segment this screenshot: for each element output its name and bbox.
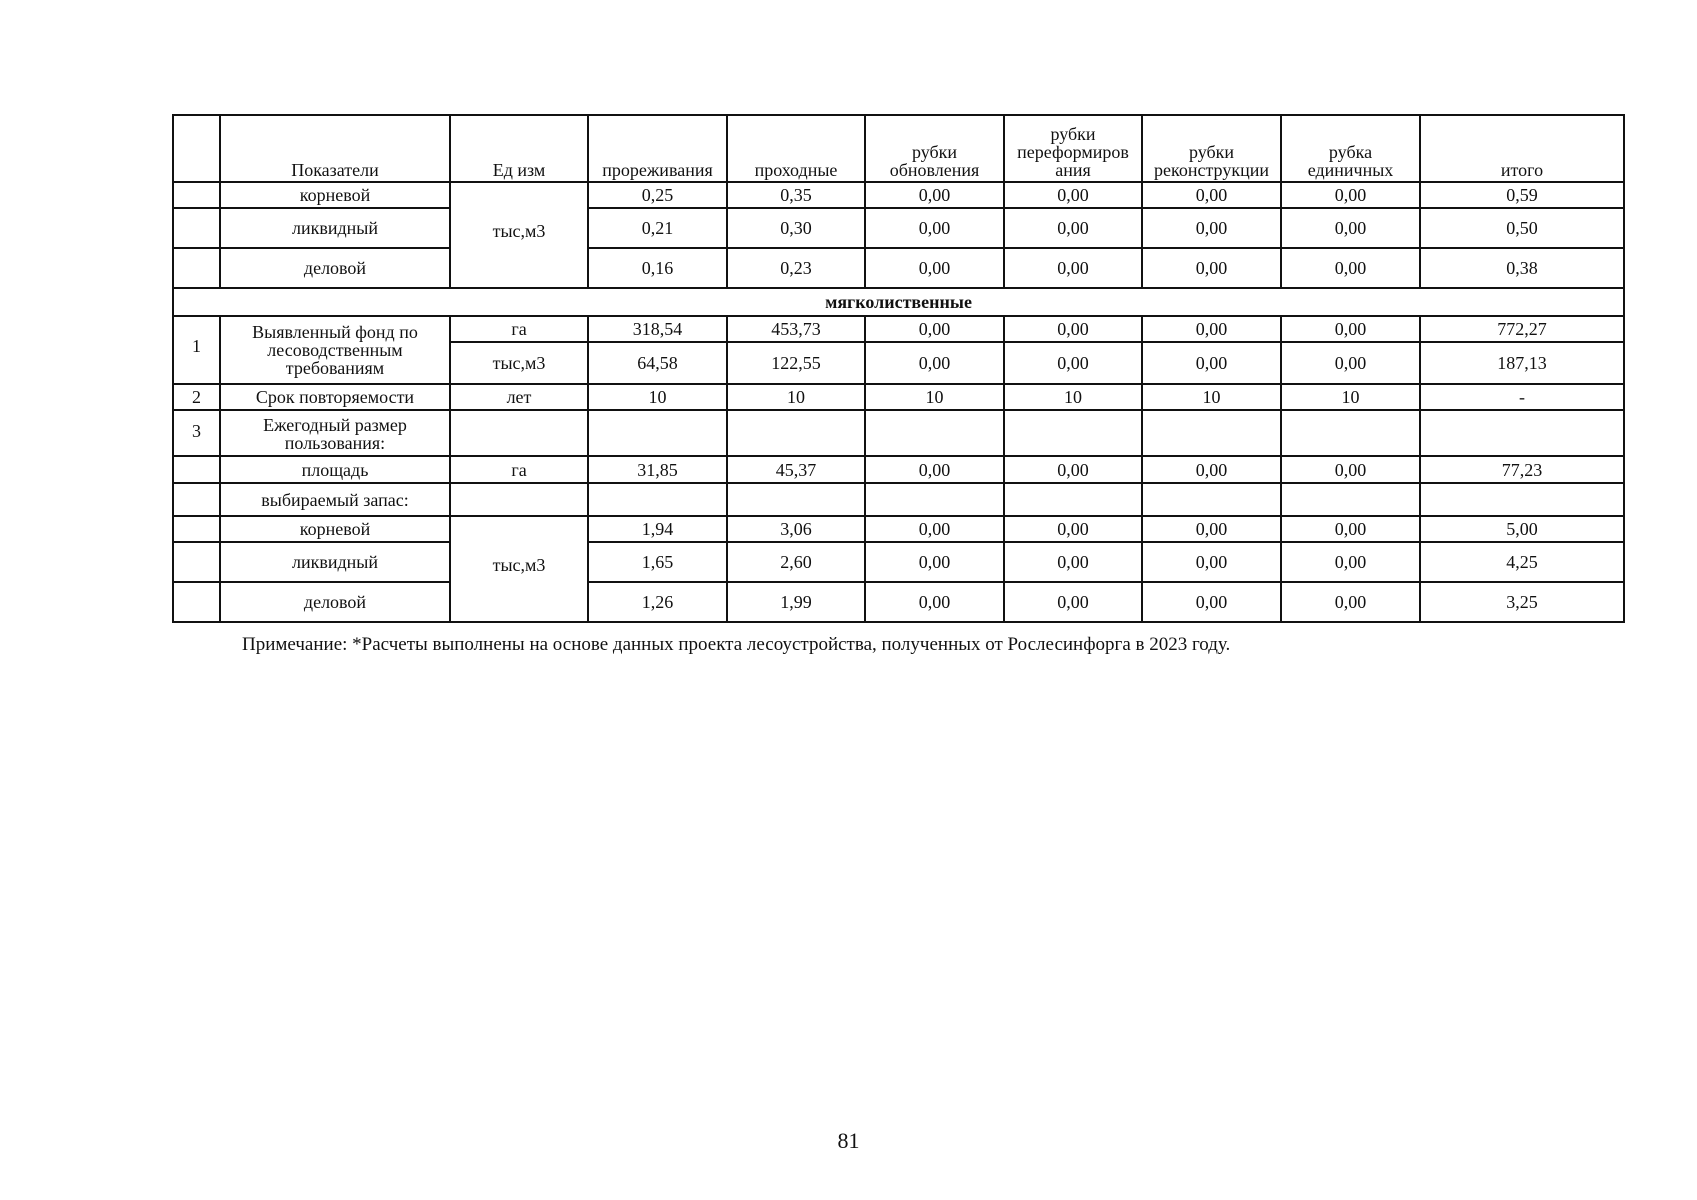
row-label: Выявленный фонд по лесоводственным требованиям bbox=[220, 316, 450, 384]
value-cell: 0,00 bbox=[1004, 516, 1142, 542]
row-label: корневой bbox=[220, 182, 450, 208]
section-row bbox=[173, 288, 1624, 316]
row-label: деловой bbox=[220, 582, 450, 622]
value-cell: 0,00 bbox=[1004, 182, 1142, 208]
value-cell: 45,37 bbox=[727, 456, 865, 483]
unit-cell: тыс,м3 bbox=[450, 516, 588, 622]
value-cell: 0,00 bbox=[1281, 342, 1420, 384]
value-cell: 0,35 bbox=[727, 182, 865, 208]
value-cell: 0,00 bbox=[1281, 316, 1420, 342]
value-cell: 1,94 bbox=[588, 516, 727, 542]
unit-cell: лет bbox=[450, 384, 588, 410]
value-cell: 0,21 bbox=[588, 208, 727, 248]
cutting-table bbox=[172, 114, 1625, 623]
value-cell: 0,00 bbox=[865, 516, 1004, 542]
value-cell: 1,26 bbox=[588, 582, 727, 622]
row-label: ликвидный bbox=[220, 208, 450, 248]
table-row bbox=[173, 208, 1624, 248]
value-cell: 0,00 bbox=[865, 182, 1004, 208]
value-cell: 0,00 bbox=[865, 542, 1004, 582]
table-row bbox=[173, 582, 1624, 622]
value-cell: 0,00 bbox=[1281, 456, 1420, 483]
value-cell: 0,00 bbox=[1281, 516, 1420, 542]
row-label: корневой bbox=[220, 516, 450, 542]
value-cell: 0,00 bbox=[1004, 316, 1142, 342]
value-cell: 0,00 bbox=[865, 248, 1004, 288]
row-label: выбираемый запас: bbox=[220, 483, 450, 516]
value-cell: 0,50 bbox=[1420, 208, 1624, 248]
table-row bbox=[173, 410, 1624, 456]
header-reconstruction: рубки реконструкции bbox=[1142, 115, 1281, 182]
value-cell: 0,00 bbox=[865, 456, 1004, 483]
table-row bbox=[173, 384, 1624, 410]
table-row bbox=[173, 248, 1624, 288]
value-cell: 10 bbox=[588, 384, 727, 410]
header-renewal: рубки обновления bbox=[865, 115, 1004, 182]
unit-cell: га bbox=[450, 316, 588, 342]
value-cell: 10 bbox=[865, 384, 1004, 410]
value-cell: 0,00 bbox=[1142, 248, 1281, 288]
value-cell: 3,06 bbox=[727, 516, 865, 542]
value-cell: 2,60 bbox=[727, 542, 865, 582]
value-cell: 0,00 bbox=[1281, 182, 1420, 208]
value-cell: 10 bbox=[727, 384, 865, 410]
value-cell: 1,99 bbox=[727, 582, 865, 622]
value-cell: 0,00 bbox=[1142, 182, 1281, 208]
value-cell: 1,65 bbox=[588, 542, 727, 582]
value-cell: 0,59 bbox=[1420, 182, 1624, 208]
row-label: Срок повторяемости bbox=[220, 384, 450, 410]
value-cell: 0,00 bbox=[1004, 342, 1142, 384]
value-cell: 0,00 bbox=[1281, 248, 1420, 288]
value-cell: 64,58 bbox=[588, 342, 727, 384]
page-number: 81 bbox=[837, 1128, 860, 1153]
row-label: площадь bbox=[220, 456, 450, 483]
value-cell: 0,23 bbox=[727, 248, 865, 288]
row-number: 1 bbox=[173, 316, 220, 384]
value-cell: 0,00 bbox=[1142, 316, 1281, 342]
row-label: ликвидный bbox=[220, 542, 450, 582]
value-cell: 0,30 bbox=[727, 208, 865, 248]
value-cell: 0,00 bbox=[1142, 208, 1281, 248]
value-cell: 0,00 bbox=[1142, 456, 1281, 483]
unit-cell: тыс,м3 bbox=[450, 342, 588, 384]
table-row bbox=[173, 456, 1624, 483]
header-indicator: Показатели bbox=[220, 115, 450, 182]
value-cell: 0,00 bbox=[865, 582, 1004, 622]
value-cell: 0,38 bbox=[1420, 248, 1624, 288]
header-thinning: прореживания bbox=[588, 115, 727, 182]
value-cell: 0,00 bbox=[1281, 542, 1420, 582]
header-unit: Ед изм bbox=[450, 115, 588, 182]
value-cell: 5,00 bbox=[1420, 516, 1624, 542]
row-label: деловой bbox=[220, 248, 450, 288]
value-cell: 0,00 bbox=[1004, 208, 1142, 248]
value-cell: 0,00 bbox=[1142, 542, 1281, 582]
table-note: Примечание: *Расчеты выполнены на основе данных проекта лесоустройства, полученных от Рослесинфорга в 2023 году. bbox=[242, 634, 1231, 655]
value-cell: 0,00 bbox=[865, 316, 1004, 342]
value-cell: 0,00 bbox=[1281, 582, 1420, 622]
value-cell: 10 bbox=[1281, 384, 1420, 410]
value-cell: 10 bbox=[1142, 384, 1281, 410]
value-cell: 77,23 bbox=[1420, 456, 1624, 483]
header-reformation: рубки переформиров ания bbox=[1004, 115, 1142, 182]
header-num bbox=[173, 115, 220, 182]
value-cell: 318,54 bbox=[588, 316, 727, 342]
value-cell: 0,25 bbox=[588, 182, 727, 208]
value-cell: - bbox=[1420, 384, 1624, 410]
table-row bbox=[173, 516, 1624, 542]
row-number: 3 bbox=[173, 410, 220, 456]
unit-cell: тыс,м3 bbox=[450, 182, 588, 288]
value-cell: 453,73 bbox=[727, 316, 865, 342]
header-passage: проходные bbox=[727, 115, 865, 182]
section-title: мягколиственные bbox=[173, 288, 1624, 316]
header-single: рубка единичных bbox=[1281, 115, 1420, 182]
table-row bbox=[173, 483, 1624, 516]
table-row bbox=[173, 182, 1624, 208]
value-cell: 0,00 bbox=[1142, 582, 1281, 622]
value-cell: 3,25 bbox=[1420, 582, 1624, 622]
header-row bbox=[173, 115, 1624, 182]
value-cell: 0,00 bbox=[1142, 342, 1281, 384]
value-cell: 0,16 bbox=[588, 248, 727, 288]
value-cell: 772,27 bbox=[1420, 316, 1624, 342]
value-cell: 0,00 bbox=[865, 342, 1004, 384]
value-cell: 0,00 bbox=[1004, 542, 1142, 582]
value-cell: 0,00 bbox=[865, 208, 1004, 248]
value-cell: 0,00 bbox=[1004, 248, 1142, 288]
value-cell: 31,85 bbox=[588, 456, 727, 483]
value-cell: 0,00 bbox=[1142, 516, 1281, 542]
value-cell: 4,25 bbox=[1420, 542, 1624, 582]
value-cell: 187,13 bbox=[1420, 342, 1624, 384]
header-total: итого bbox=[1420, 115, 1624, 182]
value-cell: 0,00 bbox=[1004, 582, 1142, 622]
value-cell: 0,00 bbox=[1004, 456, 1142, 483]
value-cell: 0,00 bbox=[1281, 208, 1420, 248]
row-number: 2 bbox=[173, 384, 220, 410]
value-cell: 10 bbox=[1004, 384, 1142, 410]
table-row bbox=[173, 316, 1624, 342]
table-row bbox=[173, 542, 1624, 582]
value-cell: 122,55 bbox=[727, 342, 865, 384]
unit-cell: га bbox=[450, 456, 588, 483]
row-label: Ежегодный размер пользования: bbox=[220, 410, 450, 456]
